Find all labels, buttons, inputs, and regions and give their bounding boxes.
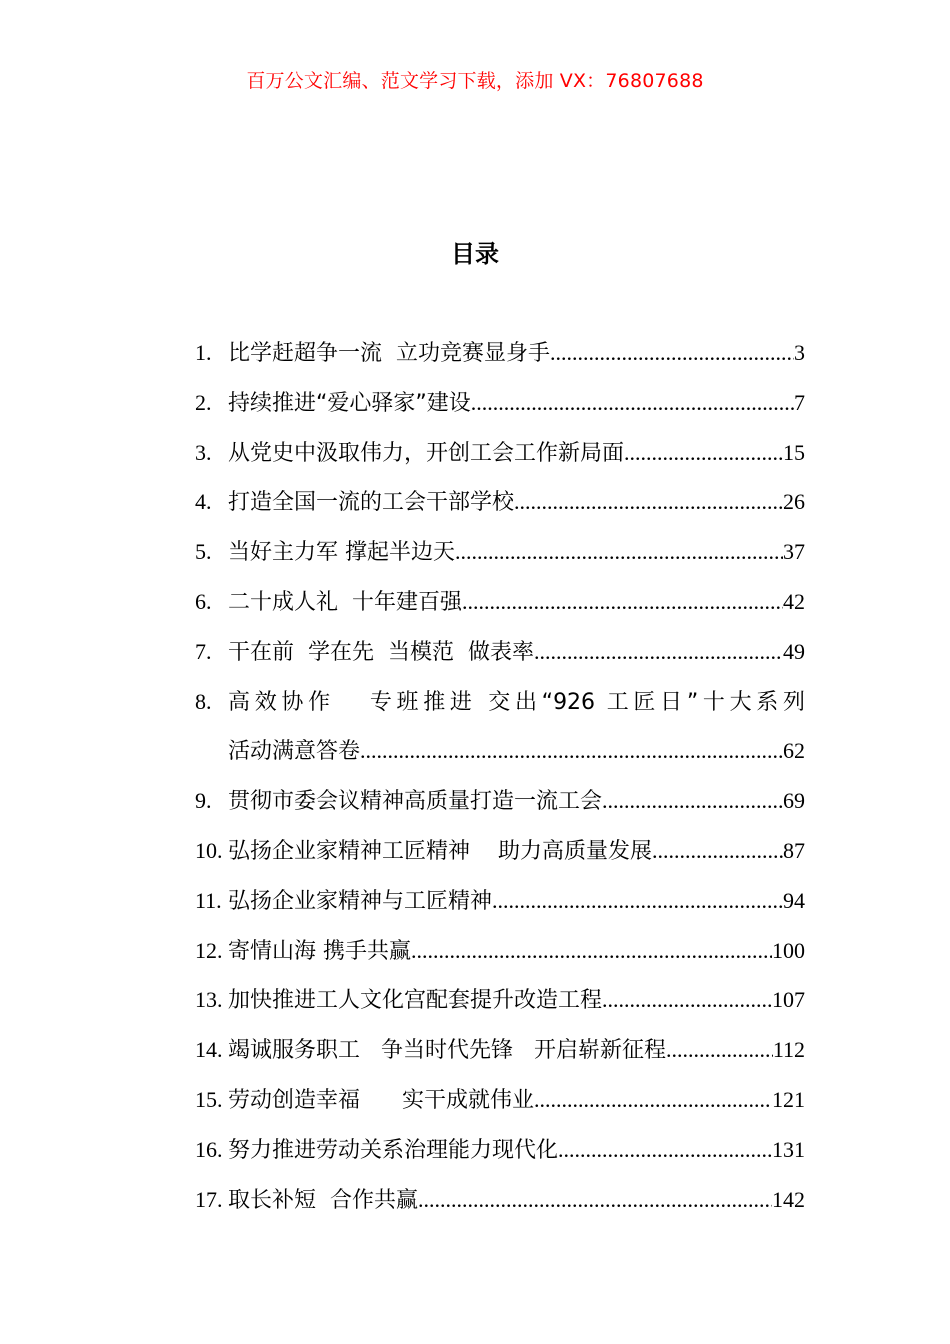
toc-entry[interactable] xyxy=(195,428,805,478)
toc-page-number: 131 xyxy=(772,1136,805,1162)
toc-entry[interactable] xyxy=(195,1175,805,1225)
toc-page-number: 7 xyxy=(794,389,805,415)
toc-entry[interactable] xyxy=(195,677,805,727)
toc-entry[interactable] xyxy=(195,378,805,428)
toc-page-number: 3 xyxy=(794,340,805,365)
toc-title: 加快推进工人文化宫配套提升改造工程 xyxy=(228,988,603,1014)
toc-title: 干在前 学在先 当模范 做表率 xyxy=(228,639,534,665)
toc-entry[interactable] xyxy=(195,776,805,826)
toc-title: 二十成人礼 十年建百强 xyxy=(228,589,462,615)
toc-title: 劳动创造幸福 实干成就伟业 xyxy=(228,1087,534,1113)
toc-entry[interactable] xyxy=(195,1075,805,1125)
toc-number: 6. xyxy=(195,588,212,614)
toc-title: 寄情山海 携手共赢 xyxy=(228,938,411,964)
toc-number: 10. xyxy=(195,837,223,863)
toc-entry[interactable] xyxy=(195,1025,805,1075)
toc-number: 8. xyxy=(195,688,212,714)
toc-title: 取长补短 合作共赢 xyxy=(228,1187,418,1213)
toc-number: 5. xyxy=(195,539,212,565)
toc-title: 贯彻市委会议精神高质量打造一流工会 xyxy=(228,789,603,815)
toc-leader-dots xyxy=(666,1025,773,1075)
toc-leader-dots xyxy=(558,1125,772,1175)
toc-leader-dots xyxy=(411,926,772,976)
toc-leader-dots xyxy=(534,627,783,677)
toc-entry[interactable] xyxy=(195,627,805,677)
toc-page-number: 49 xyxy=(783,638,805,664)
toc-leader-dots xyxy=(514,477,783,527)
toc-entry[interactable] xyxy=(195,1125,805,1175)
toc-leader-dots xyxy=(602,776,783,826)
toc-number: 13. xyxy=(195,987,223,1013)
toc-number: 15. xyxy=(195,1086,223,1112)
toc-entry[interactable] xyxy=(195,975,805,1025)
toc-page-number: 26 xyxy=(783,489,805,515)
toc-leader-dots xyxy=(360,726,783,776)
toc-number: 4. xyxy=(195,489,212,515)
table-of-contents xyxy=(195,328,805,1224)
toc-leader-dots xyxy=(492,876,783,926)
toc-leader-dots xyxy=(602,975,772,1025)
toc-title: 持续推进“爱心驿家”建设 xyxy=(228,390,471,416)
toc-leader-dots xyxy=(455,527,783,577)
toc-number: 16. xyxy=(195,1136,223,1162)
toc-number: 1. xyxy=(195,340,212,365)
toc-leader-dots xyxy=(652,826,783,876)
toc-title: 努力推进劳动关系治理能力现代化 xyxy=(228,1137,559,1163)
toc-leader-dots xyxy=(418,1175,772,1225)
toc-page-number: 87 xyxy=(783,837,805,863)
toc-number: 7. xyxy=(195,638,212,664)
toc-number: 12. xyxy=(195,937,223,963)
toc-title: 弘扬企业家精神工匠精神 助力高质量发展 xyxy=(228,838,652,864)
toc-entry[interactable] xyxy=(195,876,805,926)
toc-title: 比学赶超争一流 立功竞赛显身手 xyxy=(228,341,550,366)
toc-number: 11. xyxy=(195,887,222,913)
toc-title: 竭诚服务职工 争当时代先锋 开启崭新征程 xyxy=(228,1038,666,1064)
toc-entry[interactable] xyxy=(195,527,805,577)
toc-leader-dots xyxy=(550,328,794,378)
toc-title: 从党史中汲取伟力，开创工会工作新局面 xyxy=(228,440,625,466)
toc-page-number: 15 xyxy=(783,439,805,465)
toc-leader-dots xyxy=(534,1075,772,1125)
toc-page-number: 112 xyxy=(772,1037,805,1063)
toc-entry[interactable] xyxy=(195,826,805,876)
toc-page-number: 42 xyxy=(783,588,805,614)
page-title: 目录 xyxy=(451,240,499,268)
toc-number: 3. xyxy=(195,439,212,465)
toc-leader-dots xyxy=(462,577,783,627)
toc-page-number: 94 xyxy=(783,887,805,913)
toc-page-number: 142 xyxy=(772,1186,805,1212)
toc-title: 当好主力军 撑起半边天 xyxy=(228,540,455,566)
toc-page-number: 62 xyxy=(783,738,805,764)
toc-page-number: 121 xyxy=(772,1086,805,1112)
toc-page-number: 69 xyxy=(783,788,805,814)
toc-number: 14. xyxy=(195,1037,223,1063)
toc-entry[interactable] xyxy=(195,328,805,378)
toc-title-line1: 高效协作 专班推进 交出“926 工匠日”十大系列 xyxy=(228,689,805,715)
toc-entry-continuation[interactable] xyxy=(195,726,805,776)
toc-title: 弘扬企业家精神与工匠精神 xyxy=(228,888,493,914)
toc-page-number: 37 xyxy=(783,539,805,565)
toc-page-number: 107 xyxy=(772,987,805,1013)
toc-entry[interactable] xyxy=(195,577,805,627)
toc-number: 9. xyxy=(195,788,212,814)
toc-title-line2: 活动满意答卷 xyxy=(228,739,361,765)
toc-number: 2. xyxy=(195,389,212,415)
watermark-header: 百万公文汇编、范文学习下载，添加 VX：76807688 xyxy=(246,70,704,92)
toc-number: 17. xyxy=(195,1186,223,1212)
toc-page-number: 100 xyxy=(772,937,805,963)
toc-entry[interactable] xyxy=(195,926,805,976)
toc-title: 打造全国一流的工会干部学校 xyxy=(228,490,515,516)
toc-leader-dots xyxy=(624,428,783,478)
toc-leader-dots xyxy=(471,378,794,428)
toc-entry[interactable] xyxy=(195,477,805,527)
